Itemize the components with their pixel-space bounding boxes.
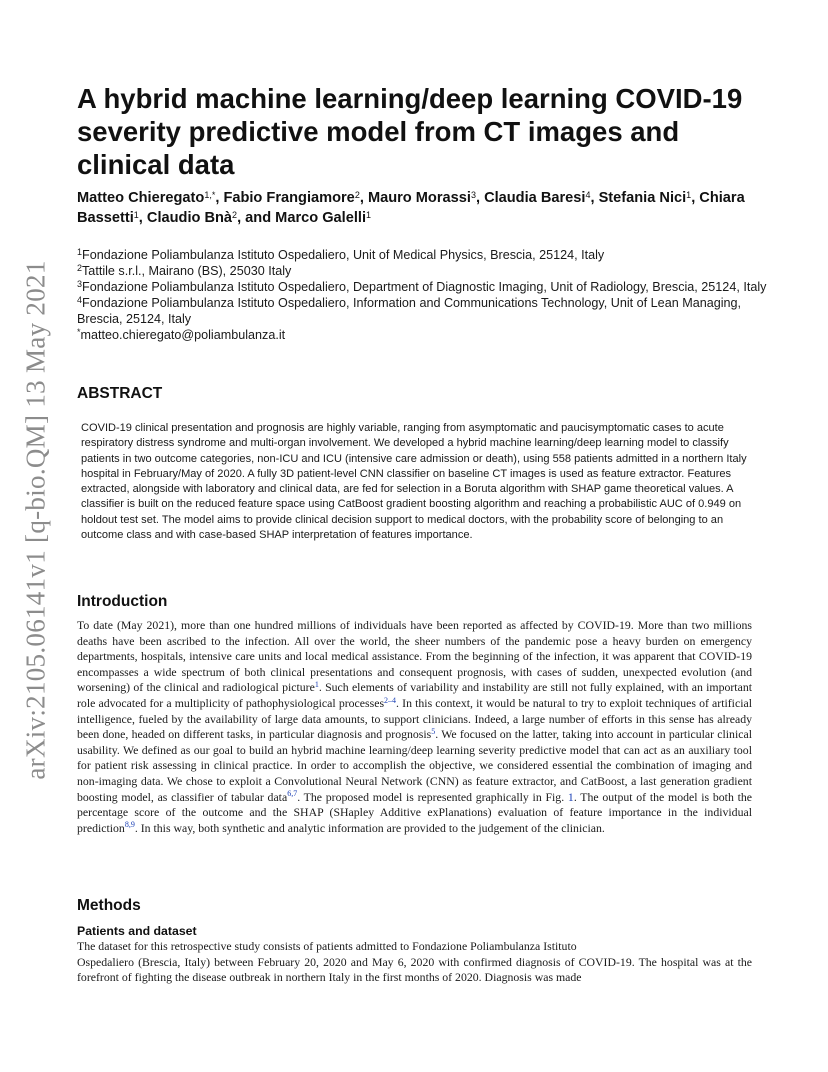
paper-title: A hybrid machine learning/deep learning COVID-19 severity predictive model from CT images and clinical data <box>77 83 743 180</box>
affiliation-list <box>77 247 767 343</box>
citation-link[interactable]: 6,7 <box>287 789 298 799</box>
arxiv-identifier-stamp: arXiv:2105.06141v1 [q-bio.QM] 13 May 2021 <box>20 260 51 780</box>
author-affil-mark: 2 <box>232 209 238 220</box>
corresponding-email[interactable]: *matteo.chieregato@poliambulanza.it <box>77 326 286 342</box>
author: Claudio Bnà <box>146 210 233 226</box>
author-affil-mark: 1 <box>366 209 372 220</box>
citation-link[interactable]: 5 <box>431 726 436 736</box>
introduction-heading: Introduction <box>77 593 168 610</box>
affiliation-item: $^3$Fondazione Poliambulanza Istituto Ospedaliero, Department of Diagnostic Imaging, Unit of Radiology, Brescia, 25124, Italy <box>77 278 767 294</box>
author: Chiara Bassetti <box>77 190 745 226</box>
methods-continued-text: Ospedaliero (Brescia, Italy) between February 20, 2020 and May 6, 2020 with confirmed diagnosis of COVID-19. The hospital was at the forefront of fighting the disease outbreak in northern Italy in the first months of 2020. Diagnosis was made <box>77 954 752 985</box>
patients-dataset-subheading: Patients and dataset <box>77 924 197 938</box>
methods-heading: Methods <box>77 897 141 914</box>
abstract-heading: ABSTRACT <box>77 385 163 402</box>
author: Marco Galelli <box>275 210 367 226</box>
author-affil-mark: 3 <box>470 189 476 200</box>
author-affil-mark: 1 <box>133 209 139 220</box>
author-list: Matteo Chieregato$^{1,*}$, Fabio Frangiamore$^2$, Mauro Morassi$^3$, Claudia Baresi$^4$, Stefania Nici$^1$, Chiara Bassetti$^1$, Claudio Bnà$^2$, and Marco Galelli$^1$ <box>77 189 745 226</box>
author: Fabio Frangiamore <box>223 190 355 206</box>
abstract-body: COVID-19 clinical presentation and prognosis are highly variable, ranging from asymptomatic and paucisymptomatic cases to acute respiratory distress syndrome and multi-organ involvement. We developed a hybrid machine learning/deep learning model to classify patients in two outcome categories, non-ICU and ICU (intensive care admission or death), using 558 patients admitted in a northern Italy hospital in February/May of 2020. A fully 3D patient-level CNN classifier on baseline CT images is used as feature extractor. Features extracted, alongside with laboratory and clinical data, are fed for selection in a Boruta algorithm with SHAP game theoretical values. A classifier is built on the reduced feature space using CatBoost gradient boosting algorithm and reaching a probabilistic AUC of 0.949 on holdout test set. The model aims to provide clinical decision support to medical doctors, with the probability score of belonging to an outcome class and with case-based SHAP interpretation of features importance. <box>81 422 747 542</box>
author-affil-mark: 1 <box>686 189 692 200</box>
author-affil-mark: 4 <box>585 189 591 200</box>
affiliation-item: $^2$Tattile s.r.l., Mairano (BS), 25030 Italy <box>77 262 292 278</box>
citation-link[interactable]: 2–4 <box>384 695 397 705</box>
introduction-body: To date (May 2021), more than one hundred millions of individuals have been reported as affected by COVID-19. More than two millions deaths have been ascribed to the infection. All over the world, the sheer numbers of the pandemic pose a heavy burden on emergency departments, hospitals, intensive care units and local medical assistance. From the beginning of the infection, it was apparent that COVID-19 encompasses a wide spectrum of both clinical presentations and consequent prognosis, with cases of sudden, unexpected evolution (and worsening) of the clinical and radiological picture$^1$. Such elements of variability and instability are still not fully explained, with an important role advocated for a multiplicity of pathophysiological processes$^{2-4}$. In this context, it would be natural to try to exploit techniques of artificial intelligence, fueled by the availability of large data amounts, to support clinicians. Indeed, a large number of efforts in this sense has already been done, headed on different tasks, in particular diagnosis and prognosis$^5$. We focused on the latter, taking into account in particular clinical usability. We defined as our goal to build an hybrid machine learning/deep learning severity predictive model that can act as an auxiliary tool for patient risk assessing in clinical practice. In order to accomplish the objective, we considered essential the combination of imaging and non-imaging data. We chose to exploit a Convolutional Neural Network (CNN) as feature extractor, and CatBoost, a last generation gradient boosting model, as classifier of tabular data$^{6,7}$. The proposed model is represented graphically in Fig. 1. The output of the model is both the percentage score of the outcome and the SHAP (SHapley Additive exPlanations) evaluation of feature importance in the individual prediction$^{8,9}$. In this way, both synthetic and analytic information are provided to the judgement of the clinician. <box>77 618 753 835</box>
affiliation-item: $^1$Fondazione Poliambulanza Istituto Ospedaliero, Unit of Medical Physics, Brescia, 25124, Italy <box>77 246 605 262</box>
methods-first-line: The dataset for this retrospective study consists of patients admitted to Fondazione Poliambulanza Istituto <box>77 939 577 953</box>
affiliation-item: $^4$Fondazione Poliambulanza Istituto Ospedaliero, Information and Communications Technology, Unit of Lean Managing, Brescia, 25124, Italy <box>77 294 742 326</box>
methods-body <box>77 939 752 986</box>
citation-link[interactable]: 8,9 <box>124 820 135 830</box>
figure-link[interactable]: 1 <box>567 789 574 804</box>
author-affil-mark: 2 <box>354 189 360 200</box>
citation-link[interactable]: 1 <box>314 679 319 689</box>
author-affil-mark: 1,* <box>204 189 216 200</box>
author: Stefania Nici <box>598 190 687 206</box>
author: Matteo Chieregato <box>77 190 205 206</box>
author: Claudia Baresi <box>484 190 586 206</box>
author: Mauro Morassi <box>367 190 471 206</box>
